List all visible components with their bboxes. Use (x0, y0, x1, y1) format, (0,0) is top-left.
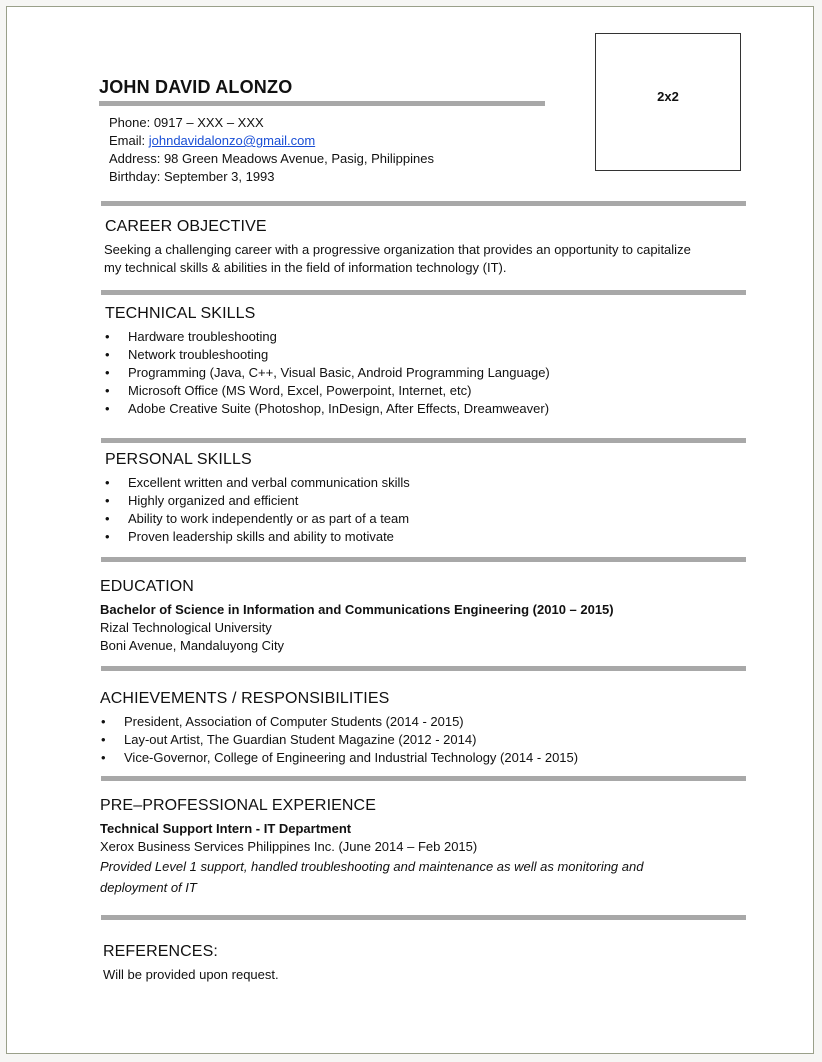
address-label: Address: (109, 151, 161, 166)
bullet-icon: • (105, 383, 110, 398)
divider-personal (101, 438, 746, 443)
bullet-icon: • (105, 475, 110, 490)
list-item: • Hardware troubleshooting (105, 329, 277, 344)
divider-career (101, 201, 746, 206)
technical-skills-heading: TECHNICAL SKILLS (105, 305, 256, 322)
list-item: • Programming (Java, C++, Visual Basic, Android Programming Language) (105, 365, 550, 380)
references-text: Will be provided upon request. (103, 967, 279, 982)
career-objective-line: Seeking a challenging career with a progressive organization that provides an opportunity to capitalize (104, 242, 691, 257)
birthday-label: Birthday: (109, 169, 161, 184)
contact-phone-row (109, 114, 434, 132)
birthday-value: September 3, 1993 (163, 169, 275, 184)
bullet-icon: • (105, 329, 110, 344)
bullet-icon: • (105, 347, 110, 362)
experience-block (100, 820, 643, 898)
divider-education (101, 557, 746, 562)
list-item: • Adobe Creative Suite (Photoshop, InDesign, After Effects, Dreamweaver) (105, 401, 550, 416)
achievements-list (100, 713, 578, 767)
list-item: • President, Association of Computer Students (2014 - 2015) (101, 714, 464, 729)
divider-references (101, 915, 746, 920)
bullet-icon: • (101, 750, 106, 765)
experience-company: Xerox Business Services Philippines Inc. (June 2014 – Feb 2015) (100, 839, 478, 854)
career-objective-text (104, 241, 691, 277)
list-item: • Lay-out Artist, The Guardian Student Magazine (2012 - 2014) (101, 732, 477, 747)
personal-skills-list (104, 474, 410, 546)
bullet-icon: • (101, 714, 106, 729)
contact-birthday-row (109, 168, 434, 186)
address-value: 98 Green Meadows Avenue, Pasig, Philippines (163, 151, 434, 166)
contact-email-row (109, 132, 434, 150)
education-block (100, 601, 614, 655)
bullet-icon: • (105, 493, 110, 508)
phone-value: 0917 – XXX – XXX (153, 115, 264, 130)
contact-address-row (109, 150, 434, 168)
list-item: • Ability to work independently or as part of a team (105, 511, 410, 526)
email-link[interactable]: johndavidalonzo@gmail.com (148, 133, 316, 148)
bullet-icon: • (105, 511, 110, 526)
resume-page (6, 6, 814, 1054)
list-item: • Excellent written and verbal communication skills (105, 475, 410, 490)
divider-achievements (101, 666, 746, 671)
career-objective-line: my technical skills & abilities in the field of information technology (IT). (104, 260, 507, 275)
education-school: Rizal Technological University (100, 620, 272, 635)
divider-technical (101, 290, 746, 295)
photo-placeholder (595, 33, 741, 171)
bullet-icon: • (105, 401, 110, 416)
list-item: • Network troubleshooting (105, 347, 269, 362)
education-heading: EDUCATION (100, 578, 194, 595)
experience-heading: PRE–PROFESSIONAL EXPERIENCE (100, 797, 376, 814)
references-heading: REFERENCES: (103, 943, 218, 960)
career-objective-heading: CAREER OBJECTIVE (105, 218, 267, 235)
experience-description: Provided Level 1 support, handled troubleshooting and maintenance as well as monitoring and deployment of IT (100, 859, 644, 895)
bullet-icon: • (105, 529, 110, 544)
education-location: Boni Avenue, Mandaluyong City (100, 638, 285, 653)
list-item: • Proven leadership skills and ability to motivate (105, 529, 394, 544)
technical-skills-list (104, 328, 550, 418)
list-item: • Highly organized and efficient (105, 493, 299, 508)
list-item: • Vice-Governor, College of Engineering and Industrial Technology (2014 - 2015) (101, 750, 579, 765)
education-degree: Bachelor of Science in Information and Communications Engineering (2010 – 2015) (100, 602, 614, 617)
phone-label: Phone: (109, 115, 151, 130)
achievements-heading: ACHIEVEMENTS / RESPONSIBILITIES (100, 690, 390, 707)
list-item: • Microsoft Office (MS Word, Excel, Powerpoint, Internet, etc) (105, 383, 472, 398)
email-label: Email: (109, 133, 146, 148)
photo-label: 2x2 (657, 89, 679, 104)
contact-block (109, 114, 434, 186)
bullet-icon: • (101, 732, 106, 747)
experience-title: Technical Support Intern - IT Department (100, 821, 352, 836)
name-underline (99, 101, 545, 106)
bullet-icon: • (105, 365, 110, 380)
divider-experience (101, 776, 746, 781)
candidate-name: JOHN DAVID ALONZO (99, 77, 293, 97)
personal-skills-heading: PERSONAL SKILLS (105, 451, 252, 468)
